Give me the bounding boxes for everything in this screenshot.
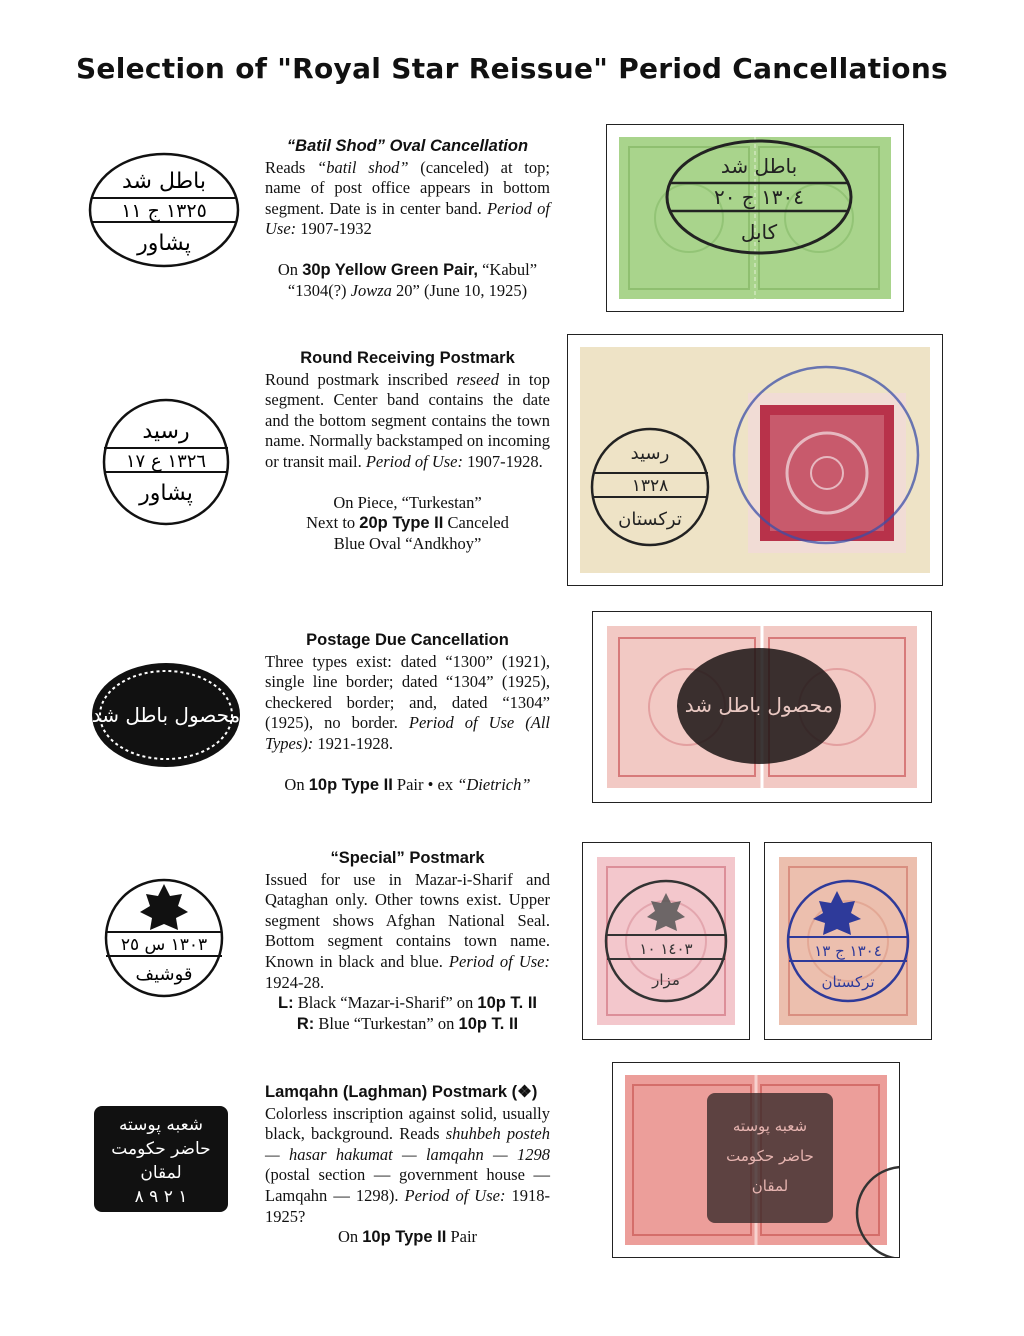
cancel-line-4: ١ ٢ ٩ ٨ (134, 1187, 188, 1207)
cancel-town-text: قوشيف (135, 964, 193, 985)
stamp-caption-3: Blue Oval “Andkhoy” (333, 533, 482, 553)
section-body: Colorless inscription against solid, usually black, background. Reads shuhbeh posteh — hasar hakumat — lamqahn — 1298 (postal section — government house — Lamqahn — 1298). Period of Use: 1918-1925? (265, 1103, 551, 1226)
stamp-frame-lamqahn-pair (612, 1062, 900, 1258)
batil-shod-description (265, 136, 550, 301)
stamp-frame-right-turkestan (764, 842, 932, 1040)
section-body: Issued for use in Mazar-i-Sharif and Qataghan only. Other towns exist. Upper segment shows Afghan National Seal. Bottom segment contains town name. Known in black and blue. Period of Use: 1924-28. (265, 869, 550, 992)
left-stamp-image (583, 843, 749, 1039)
cancel-line-2: حاضر حکومت (111, 1139, 211, 1159)
diamond-symbol-icon: (❖) (511, 1083, 538, 1101)
svg-text:ترکستان: ترکستان (821, 973, 875, 991)
on-piece-image (568, 335, 942, 585)
section-heading: “Batil Shod” Oval Cancellation (286, 137, 529, 155)
svg-text:لمقان: لمقان (751, 1177, 789, 1195)
stamp-frame-30p-pair (606, 124, 904, 312)
cancel-top-text: باطل شد (122, 169, 206, 194)
stamp-frame-left-mazar (582, 842, 750, 1040)
right-stamp-caption: R: Blue “Turkestan” on 10p T. II (296, 1013, 519, 1033)
section-body: Reads “batil shod” (canceled) at top; name of post office appears in bottom segment. Date is in center band. Period of Use: 1907-1932 (265, 157, 550, 239)
cancel-text: محصول باطل شد (91, 703, 241, 727)
special-postmark-illustration (96, 876, 232, 1000)
stamp-pair-image (607, 125, 903, 311)
svg-text:١٤٠٣ ١٠: ١٤٠٣ ١٠ (639, 940, 693, 958)
svg-text:١٣٢٨: ١٣٢٨ (631, 476, 669, 496)
page-title: Selection of "Royal Star Reissue" Period Cancellations (75, 52, 949, 85)
cancel-town-text: پشاور (139, 481, 193, 506)
stamp-frame-on-piece (567, 334, 943, 586)
postage-due-description (265, 630, 550, 795)
stamp-pair-image (593, 612, 931, 802)
receiving-postmark-illustration (100, 396, 232, 528)
svg-text:مزار: مزار (652, 971, 680, 989)
stamp-caption: On 10p Type II Pair (337, 1227, 478, 1247)
section-body: Three types exist: dated “1300” (1921), single line border; dated “1304” (1925), checkered border; and, dated “1304” (1925), no border. Period of Use (All Types): 1921-1928. (265, 651, 550, 753)
stamp-pair-image (613, 1063, 899, 1257)
svg-text:محصول باطل شد: محصول باطل شد (684, 693, 834, 717)
right-stamp-image (765, 843, 931, 1039)
receiving-description (265, 348, 550, 554)
stamp-frame-10p-pair (592, 611, 932, 803)
svg-text:حاضر حکومت: حاضر حکومت (726, 1147, 814, 1165)
section-heading: Lamqahn (Laghman) Postmark (❖) (265, 1083, 538, 1101)
cancel-date-text: ١٣٢٦ ع ١٧ (125, 451, 207, 472)
section-heading: Postage Due Cancellation (306, 631, 509, 649)
svg-text:ترکستان: ترکستان (618, 509, 682, 530)
svg-text:کابل: کابل (740, 220, 778, 244)
cancel-top-text: رسيد (142, 419, 190, 444)
section-heading: “Special” Postmark (330, 849, 485, 867)
lamqahn-cancel-illustration (92, 1104, 230, 1214)
svg-text:رسيد: رسيد (630, 443, 670, 464)
svg-text:شعبه پوسته: شعبه پوسته (732, 1117, 808, 1135)
svg-text:١٣٠٤ ج ٢٠: ١٣٠٤ ج ٢٠ (713, 185, 805, 209)
cancel-town-text: پشاور (137, 231, 191, 256)
cancel-date-text: ١٣٠٣ س ٢٥ (120, 935, 208, 955)
section-heading: Round Receiving Postmark (300, 349, 515, 367)
cancel-date-text: ١٣٢٥ ج ١١ (121, 200, 207, 222)
stamp-caption: On 10p Type II Pair • ex “Dietrich” (284, 774, 531, 794)
stamp-caption: On 30p Yellow Green Pair, “Kabul” (277, 259, 538, 279)
cancel-line-3: لمقان (140, 1163, 182, 1183)
stamp-caption-date: “1304(?) Jowza 20” (June 10, 1925) (287, 280, 528, 300)
section-body: Round postmark inscribed reseed in top segment. Center band contains the date and the bottom segment contains the town name. Normally backstamped on incoming or transit mail. Period of Use: 1907-1928. (265, 369, 550, 471)
special-postmark-description (265, 848, 550, 1034)
stamp-caption: On Piece, “Turkestan” (333, 492, 482, 512)
stamp-caption-2: Next to 20p Type II Canceled (306, 513, 509, 533)
cancel-line-1: شعبه پوسته (118, 1115, 204, 1135)
svg-text:باطل شد: باطل شد (720, 154, 798, 178)
svg-text:١٣٠٤ ج ١٣: ١٣٠٤ ج ١٣ (814, 942, 882, 960)
left-stamp-caption: L: Black “Mazar-i-Sharif” on 10p T. II (277, 993, 538, 1013)
lamqahn-description (265, 1082, 550, 1248)
postage-due-cancel-illustration (90, 660, 242, 770)
batil-shod-cancel-illustration (86, 150, 242, 270)
